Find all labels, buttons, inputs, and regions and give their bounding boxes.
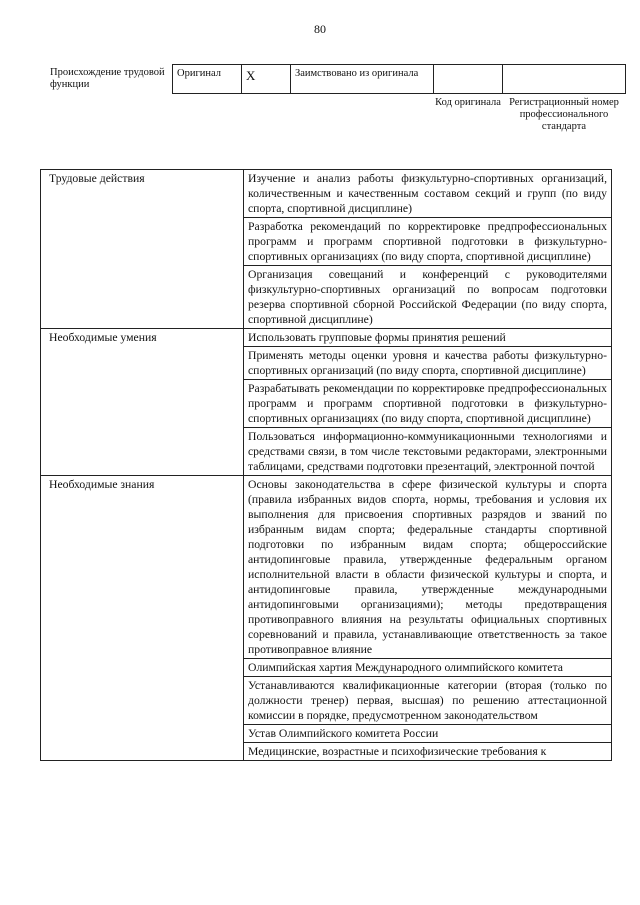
section-title: Трудовые действия [41,170,244,329]
table-cell: Устав Олимпийского комитета России [244,725,612,743]
table-cell: Применять методы оценки уровня и качества работы физкультурно-спортивных организаций (по виду спорта, спортивной дисциплине) [244,347,612,380]
table-cell: Пользоваться информационно-коммуникационными технологиями и средствами связи, в том числе текстовыми редакторами, электронными таблицами, средствами подготовки презентаций, электронной почтой [244,428,612,476]
table-cell: Медицинские, возрастные и психофизические требования к [244,743,612,761]
original-mark: X [242,65,291,94]
table-row [41,170,612,218]
table-cell: Устанавливаются квалификационные категории (вторая (только по должности тренер) первая, высшая) по решению аттестационной комиссии в порядке, предусмотренном законодательством [244,677,612,725]
section-title: Необходимые знания [41,476,244,761]
table-cell: Изучение и анализ работы физкультурно-спортивных организаций, количественным и качественным составом секций и групп (по виду спорта, спортивной дисциплине) [244,170,612,218]
original-cell: Оригинал [173,65,242,94]
page-number: 80 [314,22,326,36]
reg-number-label: Регистрационный номер профессионального стандарта [509,97,619,132]
code-cell [434,65,503,94]
borrowed-cell: Заимствовано из оригинала [291,65,434,94]
table-row [41,476,612,659]
table-row [41,329,612,347]
labor-function-table [40,169,612,761]
table-cell: Основы законодательства в сфере физической культуры и спорта (правила избранных видов спорта, нормы, требования и условия их выполнения для присвоения спортивных разрядов и званий по избранным видам спорта; федеральные стандарты спортивной подготовки по избранным видам спорта; общероссийские антидопинговые правила, утвержденные федеральным органом исполнительной власти в области физической культуры и спорта, и антидопинговые правила, утвержденные международными антидопинговыми организациями); методы предотвращения противоправного влияния на результаты официальных спортивных соревнований и правила, устанавливающие ответственность за такое противоправное влияние [244,476,612,659]
table-cell: Олимпийская хартия Международного олимпийского комитета [244,659,612,677]
table-cell: Разрабатывать рекомендации по корректировке предпрофессиональных программ и программ спортивной подготовки в физкультурно-спортивных организациях (по виду спорта, спортивной дисциплине) [244,380,612,428]
reg-number-cell [503,65,626,94]
table-cell: Организация совещаний и конференций с руководителями физкультурно-спортивных организаций по вопросам подготовки резерва спортивной сборной Российской Федерации (по виду спорта, спортивной дисциплине) [244,266,612,329]
section-title: Необходимые умения [41,329,244,476]
table-cell: Использовать групповые формы принятия решений [244,329,612,347]
origin-table [50,64,626,133]
origin-label: Происхождение трудовой функции [50,66,165,90]
table-cell: Разработка рекомендаций по корректировке предпрофессиональных программ и программ спортивной подготовки в физкультурно-спортивных организациях (по виду спорта, спортивной дисциплине) [244,218,612,266]
code-label: Код оригинала [435,97,501,108]
